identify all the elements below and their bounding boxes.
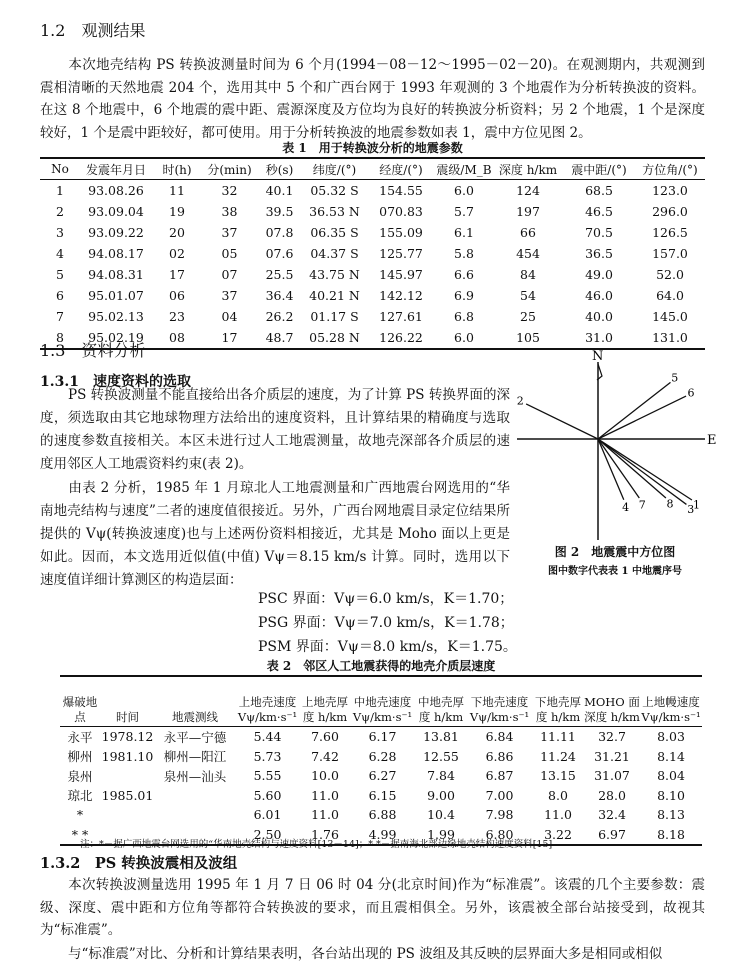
table-cell: 6.87 bbox=[485, 768, 514, 784]
table-cell: 永平 bbox=[67, 729, 93, 745]
table-cell: 142.12 bbox=[379, 288, 423, 303]
north-label: N bbox=[592, 349, 604, 364]
table1-caption: 表 1 用于转换波分析的地震参数 bbox=[282, 141, 463, 155]
table-cell: 6.88 bbox=[368, 807, 397, 823]
table-cell: 31.07 bbox=[594, 768, 630, 784]
table-cell: 5.7 bbox=[454, 204, 474, 219]
column-header: 经度/(°) bbox=[367, 158, 435, 180]
table-cell: 37 bbox=[221, 225, 238, 240]
table-cell: 6.8 bbox=[454, 309, 474, 324]
table-cell: 11.0 bbox=[311, 787, 339, 803]
table-cell: 32 bbox=[221, 183, 238, 198]
table-cell: 3 bbox=[56, 225, 64, 240]
table-cell: 6.84 bbox=[485, 729, 514, 745]
epicenter-azimuth-figure bbox=[500, 340, 742, 550]
table-cell: 28.0 bbox=[598, 787, 626, 803]
table-cell: 52.0 bbox=[656, 267, 684, 282]
table-cell: 126.22 bbox=[379, 330, 423, 345]
table-cell: 37 bbox=[221, 288, 238, 303]
table-cell: 32.4 bbox=[598, 807, 626, 823]
azimuth-label-6: 6 bbox=[687, 386, 695, 400]
table-cell: 6.6 bbox=[454, 267, 474, 282]
column-header: 地震测线 bbox=[155, 676, 235, 727]
table-cell: * * bbox=[71, 826, 89, 842]
table-row bbox=[40, 243, 705, 264]
table-cell: 7 bbox=[56, 309, 64, 324]
table-cell: 6.27 bbox=[368, 768, 397, 784]
column-header: No bbox=[40, 158, 80, 180]
table-cell: 01.17 S bbox=[310, 309, 359, 324]
table-cell: 5.8 bbox=[454, 246, 474, 261]
east-label: E bbox=[707, 433, 717, 448]
table-row bbox=[40, 264, 705, 285]
table-cell: 5.60 bbox=[253, 787, 282, 803]
table-cell: 3.22 bbox=[544, 826, 572, 842]
table-cell: 6.86 bbox=[485, 748, 514, 764]
table-cell: 155.09 bbox=[379, 225, 423, 240]
column-header: 秒(s) bbox=[257, 158, 302, 180]
azimuth-line-8 bbox=[598, 439, 666, 498]
azimuth-label-1: 1 bbox=[692, 498, 700, 512]
table-cell: 6 bbox=[56, 288, 64, 303]
table-cell: 32.7 bbox=[598, 729, 626, 745]
azimuth-line-6 bbox=[598, 396, 686, 439]
column-header: 上地壳厚度 h/km bbox=[300, 676, 350, 727]
table-cell: 8.03 bbox=[657, 729, 685, 745]
paragraph bbox=[40, 943, 705, 966]
table-cell: 8 bbox=[56, 330, 64, 345]
column-header: 中地壳厚度 h/km bbox=[415, 676, 467, 727]
table-cell: 93.09.04 bbox=[88, 204, 144, 219]
table-cell: 31.21 bbox=[594, 748, 630, 764]
table-cell: 197 bbox=[516, 204, 540, 219]
table-cell: 145.97 bbox=[379, 267, 423, 282]
table-cell: 7.84 bbox=[427, 768, 455, 784]
table-cell: 6.17 bbox=[368, 729, 397, 745]
table-cell: 5.73 bbox=[253, 748, 282, 764]
equation-psg: PSG 界面：Vψ＝7.0 km/s，K＝1.78； bbox=[258, 615, 514, 631]
table-cell: 38 bbox=[221, 204, 238, 219]
table-cell: 泉州—汕头 bbox=[163, 768, 227, 784]
table-cell: 40.21 N bbox=[309, 288, 360, 303]
table-row bbox=[60, 747, 702, 767]
azimuth-label-7: 7 bbox=[638, 498, 646, 512]
table-cell: 105 bbox=[516, 330, 540, 345]
table-cell: 11.24 bbox=[540, 748, 576, 764]
table-cell: 11.0 bbox=[311, 807, 339, 823]
table-cell: 琼北 bbox=[67, 788, 93, 804]
section-heading-1-3: 1.3 资料分析 bbox=[40, 341, 146, 360]
azimuth-label-5: 5 bbox=[671, 371, 679, 385]
table-cell: 10.0 bbox=[311, 768, 339, 784]
table-cell: 2 bbox=[56, 204, 64, 219]
column-header: 发震年月日 bbox=[80, 158, 152, 180]
column-header: 方位角/(°) bbox=[635, 158, 705, 180]
paragraph bbox=[40, 477, 510, 592]
table-row bbox=[60, 805, 702, 825]
table-cell: 39.5 bbox=[265, 204, 294, 219]
table-cell: 6.97 bbox=[598, 826, 626, 842]
table-cell: 07.8 bbox=[265, 225, 294, 240]
table-cell: 26.2 bbox=[265, 309, 294, 324]
azimuth-line-2 bbox=[526, 404, 598, 439]
table-cell: 6.0 bbox=[454, 183, 474, 198]
table-cell: 1978.12 bbox=[101, 729, 154, 745]
table-cell: 7.00 bbox=[485, 787, 514, 803]
table-cell: 19 bbox=[169, 204, 185, 219]
crust-velocity-table bbox=[60, 675, 702, 846]
table-cell: 31.0 bbox=[585, 330, 613, 345]
table-cell: 6.01 bbox=[253, 807, 282, 823]
table-cell: 93.08.26 bbox=[88, 183, 144, 198]
table-cell: 454 bbox=[516, 246, 540, 261]
table-cell: 123.0 bbox=[652, 183, 688, 198]
table-cell: 8.13 bbox=[657, 807, 685, 823]
table-cell: 8.14 bbox=[657, 748, 685, 764]
table-row bbox=[40, 222, 705, 243]
table-cell: 1985.01 bbox=[101, 787, 154, 803]
table-cell: 95.02.13 bbox=[88, 309, 144, 324]
column-header: 震级/M_B bbox=[435, 158, 493, 180]
azimuth-label-4: 4 bbox=[622, 501, 630, 515]
table-cell: 6.9 bbox=[454, 288, 474, 303]
paragraph bbox=[40, 384, 510, 476]
table-cell: 6.1 bbox=[454, 225, 474, 240]
table2-caption: 表 2 邻区人工地震获得的地壳介质层速度 bbox=[266, 659, 496, 673]
azimuth-line-1 bbox=[598, 439, 692, 500]
table-cell: * bbox=[76, 807, 84, 823]
table-cell: 23 bbox=[169, 309, 185, 324]
table-cell: 柳州 bbox=[67, 749, 93, 765]
table-row bbox=[40, 285, 705, 306]
column-header: 时间 bbox=[100, 676, 155, 727]
azimuth-label-8: 8 bbox=[666, 497, 674, 511]
paragraph-text: 与“标准震”对比、分析和计算结果表明，各台站出现的 PS 波组及其反映的层界面大多是相同或相似 bbox=[68, 946, 663, 962]
table-cell: 6.80 bbox=[485, 826, 514, 842]
table-cell: 17 bbox=[169, 267, 185, 282]
table-cell: 泉州 bbox=[67, 768, 93, 784]
table-cell: 8.04 bbox=[657, 768, 685, 784]
table-row bbox=[40, 180, 705, 202]
column-header: 时(h) bbox=[152, 158, 202, 180]
table-row bbox=[60, 727, 702, 747]
section-heading-1-2: 1.2 观测结果 bbox=[40, 21, 146, 40]
column-header: MOHO 面深度 h/km bbox=[584, 676, 640, 727]
paragraph bbox=[40, 54, 705, 144]
table-row bbox=[60, 786, 702, 806]
table-cell: 43.75 N bbox=[309, 267, 360, 282]
table-cell: 64.0 bbox=[656, 288, 684, 303]
table-cell: 54 bbox=[520, 288, 536, 303]
table-cell: 70.5 bbox=[585, 225, 613, 240]
paragraph bbox=[40, 874, 705, 942]
table-cell: 17 bbox=[221, 330, 238, 345]
table-cell: 25 bbox=[520, 309, 536, 324]
table-cell: 145.0 bbox=[652, 309, 688, 324]
table-cell: 11.11 bbox=[540, 729, 576, 745]
table-cell: 48.7 bbox=[265, 330, 294, 345]
column-header: 下地壳速度 Vψ/km·s⁻¹ bbox=[467, 676, 532, 727]
table-cell: 10.4 bbox=[427, 807, 455, 823]
table-cell: 131.0 bbox=[652, 330, 688, 345]
figure2-caption: 图 2 地震震中方位图 bbox=[554, 545, 676, 559]
table-cell: 12.55 bbox=[423, 748, 459, 764]
table-cell: 49.0 bbox=[585, 267, 613, 282]
table-cell: 05 bbox=[221, 246, 238, 261]
table-cell: 36.5 bbox=[585, 246, 613, 261]
table-cell: 25.5 bbox=[265, 267, 294, 282]
table-cell: 46.0 bbox=[585, 288, 613, 303]
section-heading-1-3-2: 1.3.2 PS 转换波震相及波组 bbox=[40, 855, 238, 872]
table-cell: 8.0 bbox=[548, 787, 568, 803]
column-header: 下地壳厚度 h/km bbox=[532, 676, 584, 727]
table-cell: 4 bbox=[56, 246, 64, 261]
table-cell: 8.18 bbox=[657, 826, 685, 842]
table-cell: 2.50 bbox=[253, 826, 282, 842]
table-cell: 93.09.22 bbox=[88, 225, 144, 240]
table-cell bbox=[155, 805, 235, 825]
table-row bbox=[60, 766, 702, 786]
table-cell: 07.6 bbox=[265, 246, 294, 261]
table-cell: 11 bbox=[169, 183, 185, 198]
figure2-subcaption: 图中数字代表表 1 中地震序号 bbox=[548, 566, 682, 577]
table-cell: 08 bbox=[169, 330, 185, 345]
azimuth-line-5 bbox=[598, 382, 670, 439]
equation-psc: PSC 界面：Vψ＝6.0 km/s，K＝1.70； bbox=[258, 591, 514, 607]
table-cell: 95.01.07 bbox=[88, 288, 144, 303]
column-header: 分(min) bbox=[202, 158, 257, 180]
paragraph-text: 由表 2 分析，1985 年 1 月琼北人工地震测量和广西地震台网选用的“华南地壳结构与速度”二者的速度值很接近。另外，广西台网地震目录定位结果所提供的 Vψ(转换波速度)也与上述两份资料相接近，尤其是 Moho 面以上更是如此。因而，本文选用近似值(中值) Vψ＝8.15 km/s 计算。同时，选用以下速度值详细计算测区的构造层面： bbox=[40, 480, 510, 588]
table-cell: 36.4 bbox=[265, 288, 294, 303]
table-cell: 125.77 bbox=[379, 246, 423, 261]
table-cell: 157.0 bbox=[652, 246, 688, 261]
table-cell: 7.98 bbox=[485, 807, 514, 823]
table-cell: 07 bbox=[221, 267, 238, 282]
table-cell: 4.99 bbox=[368, 826, 397, 842]
table-cell: 154.55 bbox=[379, 183, 423, 198]
table-cell: 06 bbox=[169, 288, 185, 303]
table-cell: 84 bbox=[520, 267, 536, 282]
table-cell: 46.5 bbox=[585, 204, 613, 219]
table-cell: 6.28 bbox=[368, 748, 397, 764]
table-cell: 9.00 bbox=[427, 787, 455, 803]
table-cell: 124 bbox=[516, 183, 540, 198]
table-row bbox=[40, 201, 705, 222]
table-cell: 13.15 bbox=[540, 768, 576, 784]
table-cell: 04.37 S bbox=[310, 246, 359, 261]
azimuth-label-2: 2 bbox=[516, 394, 524, 408]
table-cell: 永平—宁德 bbox=[163, 729, 227, 745]
table-cell: 95.02.19 bbox=[88, 330, 144, 345]
table-cell: 94.08.17 bbox=[88, 246, 144, 261]
table-cell: 04 bbox=[221, 309, 238, 324]
paragraph-text: 本次地壳结构 PS 转换波测量时间为 6 个月(1994－08－12～1995－02－20)。在观测期内，共观测到震相清晰的天然地震 204 个，选用其中 5 个和广西台网于 1993 年观测的 3 个地震作为分析转换波的资料。在这 8 个地震中，6 个地震的震中距、震源深度及方位均为良好的转换波分析资料；另 2 个地震，1 个是深度较好，1 个是震中距较好，都可使用。用于分析转换波的地震参数如表 1，震中方位见图 2。 bbox=[40, 57, 705, 141]
column-header: 中地壳速度 Vψ/km·s⁻¹ bbox=[350, 676, 415, 727]
table-cell: 11.0 bbox=[544, 807, 572, 823]
azimuth-label-3: 3 bbox=[687, 503, 695, 517]
table-cell: 5 bbox=[56, 267, 64, 282]
column-header: 震中距/(°) bbox=[563, 158, 635, 180]
table-cell: 070.83 bbox=[379, 204, 423, 219]
table-cell: 7.60 bbox=[311, 729, 339, 745]
table-cell: 柳州—阳江 bbox=[163, 749, 227, 765]
table-cell bbox=[100, 766, 155, 786]
table-cell: 296.0 bbox=[652, 204, 688, 219]
table-cell: 05.32 S bbox=[310, 183, 359, 198]
table-cell: 02 bbox=[169, 246, 185, 261]
table-cell: 126.5 bbox=[652, 225, 688, 240]
table-cell: 06.35 S bbox=[310, 225, 359, 240]
paragraph-text: 本次转换波测量选用 1995 年 1 月 7 日 06 时 04 分(北京时间)作为“标准震”。该震的几个主要参数：震级、深度、震中距和方位角等都符合转换波的要求，而且震相俱全。另外，该震被全部台站接受到，故视其为“标准震”。 bbox=[40, 877, 705, 938]
table-cell: 1981.10 bbox=[101, 748, 154, 764]
table-cell: 7.42 bbox=[311, 748, 339, 764]
table-cell: 13.81 bbox=[423, 729, 459, 745]
table-cell: 68.5 bbox=[585, 183, 613, 198]
column-header: 上地壳速度 Vψ/km·s⁻¹ bbox=[235, 676, 300, 727]
table-cell: 1 bbox=[56, 183, 64, 198]
column-header: 深度 h/km bbox=[493, 158, 563, 180]
table-cell bbox=[155, 786, 235, 806]
table-cell: 5.55 bbox=[253, 768, 282, 784]
paragraph-text: PS 转换波测量不能直接给出各介质层的速度，为了计算 PS 转换界面的深度，须选取由其它地球物理方法给出的速度资料，且计算结果的精确度与选取的速度参数直接相关。本区未进行过人工地震测量，故地壳深部各介质层的速度用邻区人工地震资料约束(表 2)。 bbox=[40, 387, 510, 472]
table-cell: 20 bbox=[169, 225, 185, 240]
table-cell: 36.53 N bbox=[309, 204, 360, 219]
table-cell: 5.44 bbox=[253, 729, 282, 745]
table-cell: 05.28 N bbox=[309, 330, 360, 345]
table-cell: 127.61 bbox=[379, 309, 423, 324]
table-cell: 1.99 bbox=[427, 826, 455, 842]
table-cell: 1.76 bbox=[311, 826, 339, 842]
table-cell bbox=[100, 805, 155, 825]
table-cell: 40.1 bbox=[265, 183, 294, 198]
section-heading-1-3-1: 1.3.1 速度资料的选取 bbox=[40, 374, 191, 390]
table-row bbox=[40, 306, 705, 327]
table-cell: 66 bbox=[520, 225, 536, 240]
table-cell: 8.10 bbox=[657, 787, 685, 803]
table2-note: 注：*－据广西地震台网选用的“华南地壳结构与速度资料[13－14]；* *－据南海北部边缘地壳结构速度资料[15] bbox=[80, 839, 553, 850]
table-cell: 6.0 bbox=[454, 330, 474, 345]
table-cell: 6.15 bbox=[368, 787, 397, 803]
column-header: 上地幔速度 Vψ/km·s⁻¹ bbox=[640, 676, 702, 727]
column-header: 纬度/(°) bbox=[302, 158, 367, 180]
table-cell: 40.0 bbox=[585, 309, 613, 324]
table-cell: 94.08.31 bbox=[88, 267, 144, 282]
column-header: 爆破地点 bbox=[60, 676, 100, 727]
equation-psm: PSM 界面：Vψ＝8.0 km/s，K＝1.75。 bbox=[258, 639, 517, 655]
earthquake-parameters-table bbox=[40, 157, 705, 350]
